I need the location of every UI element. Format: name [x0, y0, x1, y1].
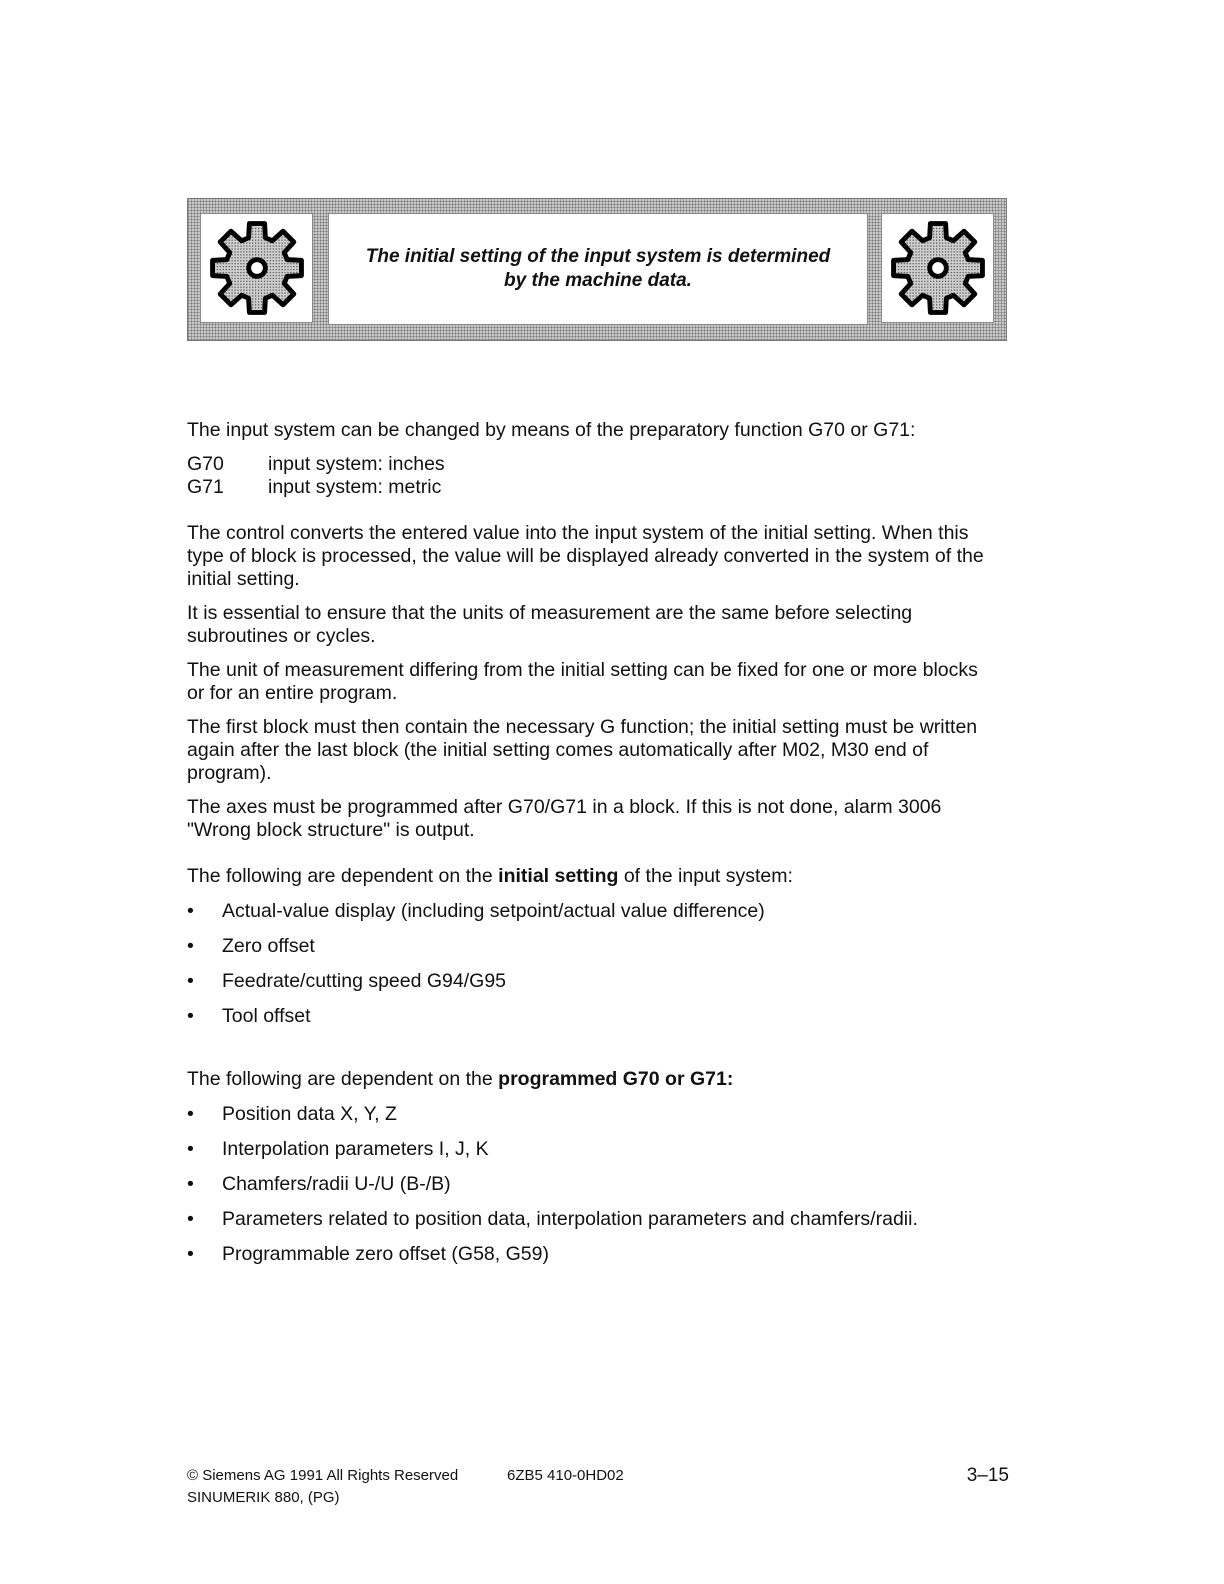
gcode-code: G71	[187, 476, 224, 498]
order-number: 6ZB5 410-0HD02	[507, 1467, 624, 1484]
list-item: • Chamfers/radii U-/U (B-/B)	[187, 1173, 451, 1195]
gcode-description: input system: metric	[268, 476, 442, 498]
gear-icon	[208, 219, 306, 317]
notice-icon-right	[881, 213, 994, 323]
page-number: 3–15	[966, 1465, 1009, 1486]
gcode-list	[187, 453, 987, 499]
paragraph: The axes must be programmed after G70/G71 in a block. If this is not done, alarm 3006 "Wrong block structure" is output.	[187, 796, 942, 841]
bullet-icon: •	[187, 1243, 194, 1265]
notice-icon-left	[200, 213, 313, 323]
list-item: • Position data X, Y, Z	[187, 1103, 397, 1125]
bullet-icon: •	[187, 900, 194, 922]
main-content	[187, 419, 987, 1266]
gear-icon	[889, 219, 987, 317]
list-item: • Zero offset	[187, 935, 315, 957]
paragraph: The unit of measurement differing from the initial setting can be fixed for one or more blocks or for an entire program.	[187, 659, 978, 704]
notice-box	[328, 213, 868, 325]
list-item: • Feedrate/cutting speed G94/G95	[187, 970, 507, 992]
list-intro-programmed: The following are dependent on the programmed G70 or G71:	[187, 1068, 734, 1090]
paragraph: It is essential to ensure that the units of measurement are the same before selecting subroutines or cycles.	[187, 602, 913, 647]
list-item: • Programmable zero offset (G58, G59)	[187, 1243, 549, 1265]
gear-hole	[251, 262, 263, 274]
product-name: SINUMERIK 880, (PG)	[187, 1489, 340, 1506]
paragraph: The first block must then contain the necessary G function; the initial setting must be written again after the last block (the initial setting comes automatically after M02, M30 end of program).	[187, 716, 978, 784]
list-item: • Interpolation parameters I, J, K	[187, 1138, 489, 1160]
gcode-row	[187, 476, 987, 499]
bullet-icon: •	[187, 1208, 194, 1230]
list-item: • Parameters related to position data, interpolation parameters and chamfers/radii.	[187, 1208, 918, 1230]
list-item: • Tool offset	[187, 1005, 311, 1027]
paragraph: The control converts the entered value into the input system of the initial setting. When this type of block is processed, the value will be displayed already converted in the system of the initial setting.	[187, 522, 984, 590]
bullet-icon: •	[187, 1138, 194, 1160]
page-footer	[187, 1465, 1009, 1509]
notice-banner	[187, 198, 1007, 341]
gcode-description: input system: inches	[268, 453, 445, 475]
list-item: • Actual-value display (including setpoint/actual value difference)	[187, 900, 765, 922]
bullet-icon: •	[187, 1173, 194, 1195]
bullet-icon: •	[187, 1103, 194, 1125]
bullet-icon: •	[187, 935, 194, 957]
gcode-row	[187, 453, 987, 476]
copyright: © Siemens AG 1991 All Rights Reserved	[187, 1467, 459, 1484]
gear-hole	[932, 262, 944, 274]
notice-text: The initial setting of the input system is determined by the machine data.	[365, 246, 831, 291]
intro-paragraph: The input system can be changed by means of the preparatory function G70 or G71:	[187, 419, 916, 441]
list-intro-initial-setting: The following are dependent on the initial setting of the input system:	[187, 865, 793, 887]
footer-row	[187, 1465, 1009, 1487]
bullet-icon: •	[187, 1005, 194, 1027]
bullet-icon: •	[187, 970, 194, 992]
gcode-code: G70	[187, 453, 224, 475]
